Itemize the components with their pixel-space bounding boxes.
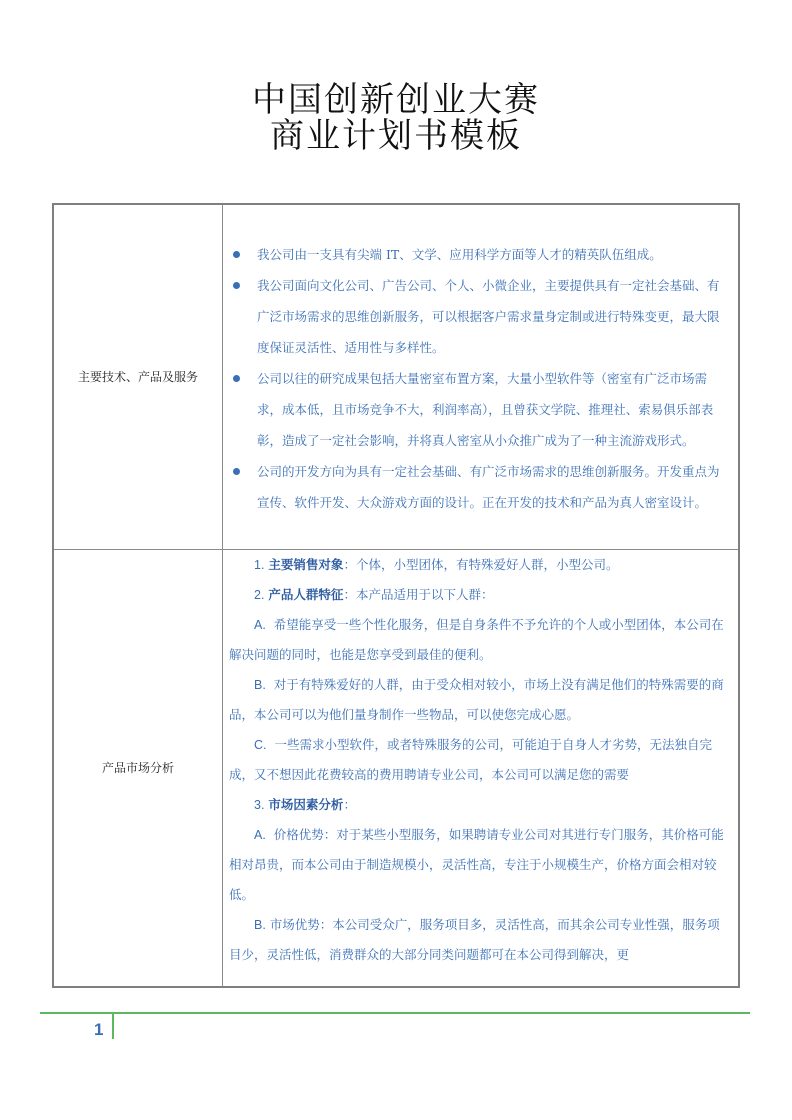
row-label-tech: 主要技术、产品及服务 (53, 204, 223, 549)
bullet-icon (233, 375, 240, 382)
page-number-bar (112, 1014, 114, 1039)
title-line-2: 商业计划书模板 (270, 116, 522, 156)
bullet-icon (233, 251, 240, 258)
list-item (231, 363, 728, 456)
document-title (0, 82, 792, 154)
bullet-text: 公司的开发方向为具有一定社会基础、有广泛市场需求的思维创新服务。开发重点为宣传、软件开发、大众游戏方面的设计。正在开发的技术和产品为真人密室设计。 (257, 464, 720, 511)
row-label-market: 产品市场分析 (53, 549, 223, 987)
market-item-2a: A. 希望能享受一些个性化服务，但是自身条件不予允许的个人或小型团体，本公司在解决问题的同时，也能是您享受到最佳的便利。 (229, 616, 724, 662)
bullet-text: 公司以往的研究成果包括大量密室布置方案，大量小型软件等（密室有广泛市场需求，成本低，且市场竞争不大，利润率高），且曾获文学院、推理社、索易俱乐部表彰，造成了一定社会影响，并将真人密室从小众推广成为了一种主流游戏形式。 (257, 371, 714, 449)
tech-bullet-list (223, 235, 738, 518)
market-item-2: 2. 产品人群特征：本产品适用于以下人群： (254, 586, 494, 602)
page-number: 1 (94, 1020, 104, 1039)
business-plan-table (52, 203, 740, 988)
tech-content (223, 204, 740, 549)
table-row-tech (53, 204, 739, 549)
market-analysis-text (223, 550, 738, 986)
list-item (231, 270, 728, 363)
footer-divider (40, 1012, 750, 1014)
market-item-3a: A. 价格优势：对于某些小型服务，如果聘请专业公司对其进行专门服务，其价格可能相对昂贵，而本公司由于制造规模小，灵活性高，专注于小规模生产，价格方面会相对较低。 (229, 826, 724, 902)
market-item-2b: B. 对于有特殊爱好的人群，由于受众相对较小，市场上没有满足他们的特殊需要的商品，本公司可以为他们量身制作一些物品，可以使您完成心愿。 (229, 676, 724, 722)
market-content (223, 549, 740, 987)
market-item-2c: C. 一些需求小型软件，或者特殊服务的公司，可能迫于自身人才劣势，无法独自完成，又不想因此花费较高的费用聘请专业公司，本公司可以满足您的需要 (229, 736, 712, 782)
bullet-text: 我公司面向文化公司、广告公司、个人、小微企业，主要提供具有一定社会基础、有广泛市场需求的思维创新服务，可以根据客户需求量身定制或进行特殊变更，最大限度保证灵活性、适用性与多样性。 (257, 278, 720, 356)
title-line-1: 中国创新创业大赛 (252, 80, 540, 120)
list-item (231, 456, 728, 518)
market-item-3b: B. 市场优势：本公司受众广，服务项目多，灵活性高，而其余公司专业性强，服务项目少，灵活性低，消费群众的大部分同类问题都可在本公司得到解决，更 (229, 916, 720, 962)
table-row-market (53, 549, 739, 987)
bullet-icon (233, 282, 240, 289)
market-item-3: 3. 市场因素分析： (254, 796, 356, 812)
bullet-text: 我公司由一支具有尖端 IT、文学、应用科学方面等人才的精英队伍组成。 (257, 247, 662, 263)
market-item-1-head: 主要销售对象 (268, 556, 344, 572)
market-item-1: 1. 主要销售对象：个体，小型团体，有特殊爱好人群，小型公司。 (254, 556, 619, 572)
list-item (231, 239, 728, 270)
market-item-2-head: 产品人群特征 (268, 586, 344, 602)
bullet-icon (233, 468, 240, 475)
market-item-3-head: 市场因素分析 (268, 796, 344, 812)
